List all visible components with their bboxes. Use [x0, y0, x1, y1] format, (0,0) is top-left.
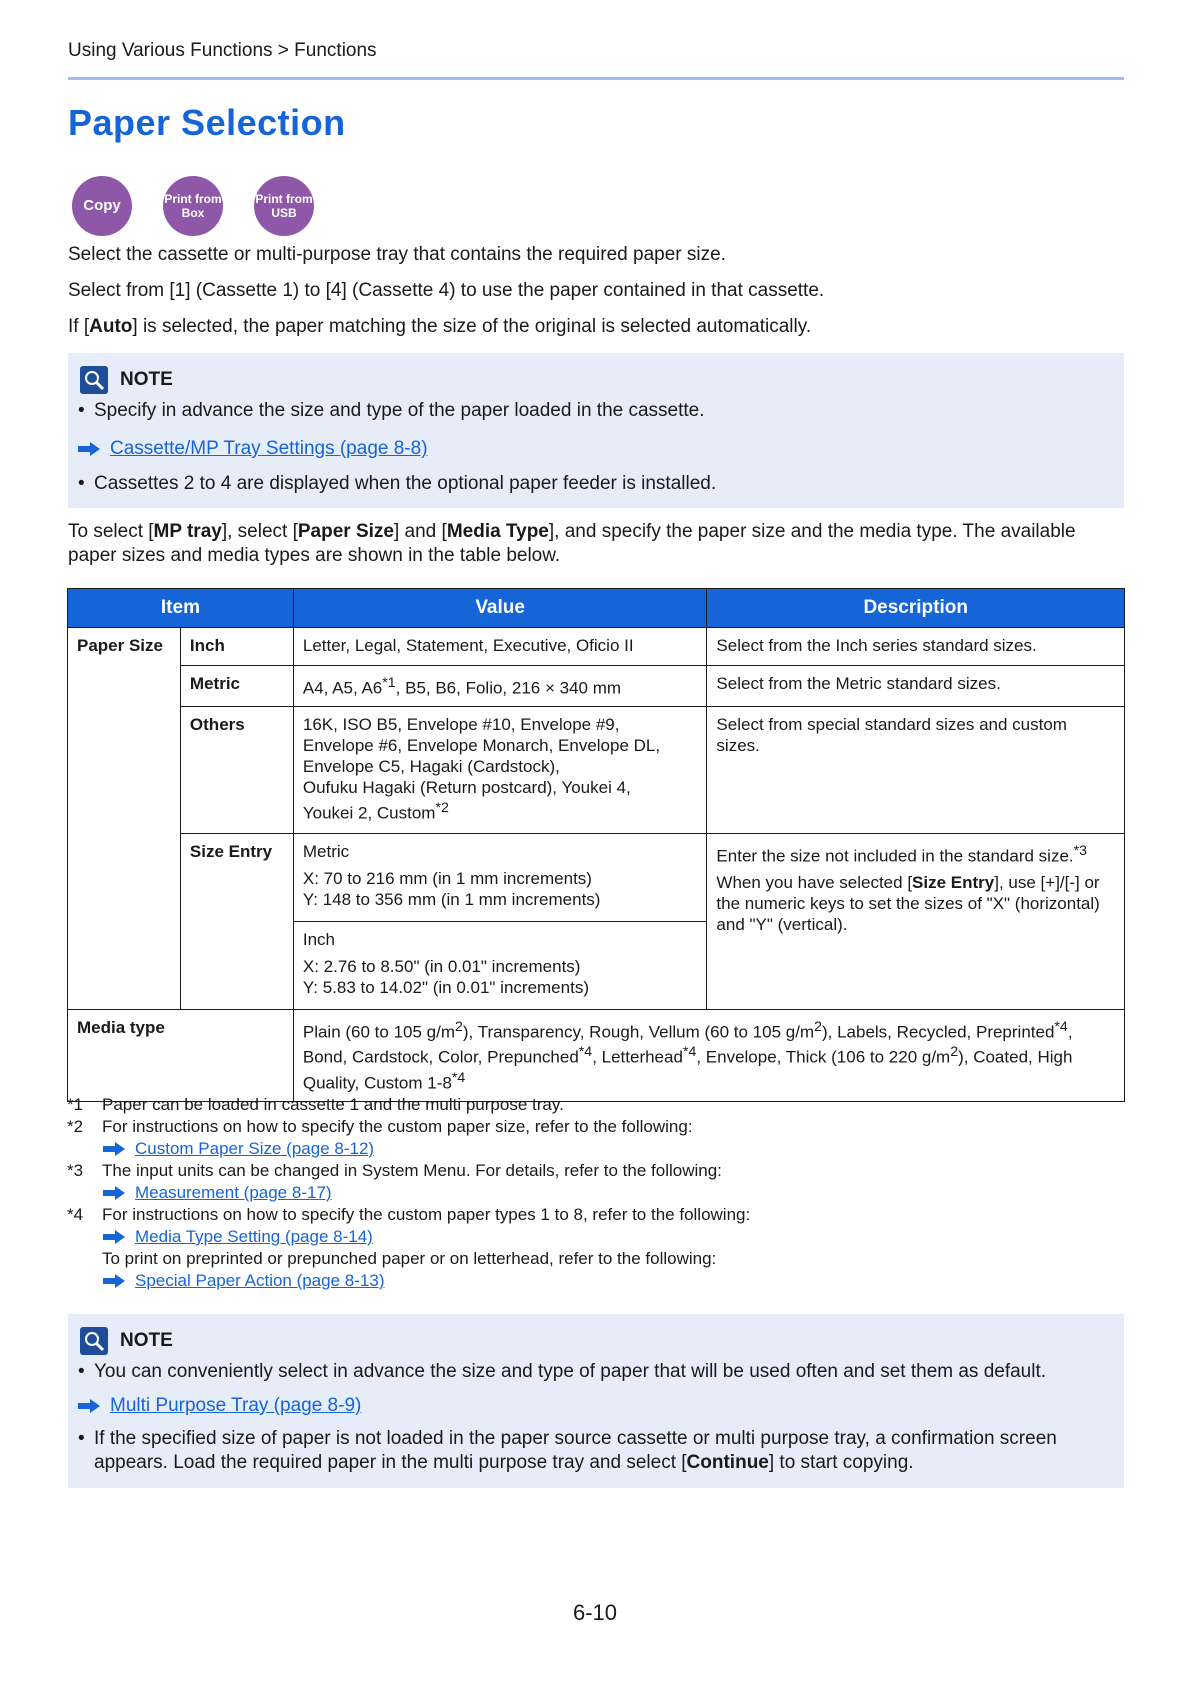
media-type-value: Plain (60 to 105 $g/m^2$), Transparency, Rough, Vellum (60 to 105 $g/m^2$), Labels, Recycled, Preprinted$^{*4}$, Bond, Cardstock, Color, Prepunched$^{*4}$, Letterhead$^{*4}$, Envelope, Thick (106 to 220 $g/m^2$), Coated, High Quality, Custom 1-8$^{*4}$ — [293, 1009, 1124, 1101]
arrow-right-icon — [78, 1399, 100, 1413]
measurement-link[interactable]: Measurement (page 8-17) — [135, 1183, 332, 1202]
metric-label: Metric — [180, 666, 293, 707]
footnote-2: *2 For instructions on how to specify the custom paper size, refer to the following: — [67, 1117, 693, 1136]
arrow-right-icon — [103, 1230, 125, 1244]
table-row — [68, 666, 1125, 707]
print-from-box-badge: Print from Box — [163, 176, 223, 236]
size-entry-label: Size Entry — [180, 833, 293, 1009]
note-title: NOTE — [120, 1330, 173, 1351]
cassette-mp-tray-settings-link[interactable]: Cassette/MP Tray Settings (page 8-8) — [110, 438, 428, 459]
note-icon — [80, 1327, 108, 1355]
note-header — [80, 366, 173, 394]
page-number: 6-10 — [572, 1600, 618, 1625]
footnote-3: *3 The input units can be changed in System Menu. For details, refer to the following: — [67, 1161, 722, 1180]
media-type-setting-link[interactable]: Media Type Setting (page 8-14) — [135, 1227, 373, 1246]
note-bullet: • If the specified size of paper is not loaded in the paper source cassette or multi purpose tray, a confirmation screen appears. Load the required paper in the multi purpose tray and select [Continue] to start copying. — [78, 1428, 1057, 1473]
footnotes — [67, 1094, 750, 1292]
select-paragraph: To select [MP tray], select [Paper Size] and [Media Type], and specify the paper size and the media type. The available paper sizes and media types are shown in the table below. — [68, 521, 1076, 566]
function-badges — [72, 176, 314, 236]
footnote-1: *1 Paper can be loaded in cassette 1 and the multi purpose tray. — [67, 1095, 564, 1114]
size-entry-metric: Metric X: 70 to 216 mm (in 1 mm increments) Y: 148 to 356 mm (in 1 mm increments) — [293, 833, 707, 921]
table-row — [68, 833, 1125, 921]
arrow-right-icon — [103, 1274, 125, 1288]
header-value: Value — [293, 589, 707, 628]
others-value: 16K, ISO B5, Envelope #10, Envelope #9, Envelope #6, Envelope Monarch, Envelope DL, Envelope C5, Hagaki (Cardstock), Oufuku Hagaki (Return postcard), Youkei 4, Youkei 2, Custom$^{*2}$ — [293, 706, 707, 833]
intro-line-2: Select from [1] (Cassette 1) to [4] (Cassette 4) to use the paper contained in that cassette. — [68, 280, 825, 301]
custom-paper-size-link[interactable]: Custom Paper Size (page 8-12) — [135, 1139, 375, 1158]
intro-line-1: Select the cassette or multi-purpose tray that contains the required paper size. — [68, 244, 726, 265]
footnote-2-link-line — [67, 1138, 750, 1160]
print-from-usb-badge: Print from USB — [254, 176, 314, 236]
footnote-3-link-line — [67, 1182, 750, 1204]
page-title: Paper Selection — [68, 102, 346, 143]
footnote-4b-link-line — [67, 1270, 750, 1292]
arrow-right-icon — [78, 442, 100, 456]
note-header — [80, 1327, 173, 1355]
others-desc: Select from special standard sizes and custom sizes. — [707, 706, 1125, 833]
footnote-4-link-line — [67, 1226, 750, 1248]
table-row — [68, 1009, 1125, 1101]
table-row — [68, 706, 1125, 833]
header-item: Item — [68, 589, 294, 628]
paper-size-cell: Paper Size — [68, 628, 181, 1010]
note-bullet: • Cassettes 2 to 4 are displayed when the optional paper feeder is installed. — [78, 473, 717, 494]
metric-desc: Select from the Metric standard sizes. — [707, 666, 1125, 707]
intro-line-3: If [Auto] is selected, the paper matching the size of the original is selected automatically. — [68, 316, 812, 337]
note-icon — [80, 366, 108, 394]
arrow-right-icon — [103, 1142, 125, 1156]
note-link-line — [78, 1395, 361, 1417]
note-box-1 — [68, 353, 1124, 508]
copy-badge: Copy — [72, 176, 132, 236]
metric-value: A4, A5, A6$^{*1}$, B5, B6, Folio, 216 × 340 mm — [293, 666, 707, 707]
special-paper-action-link[interactable]: Special Paper Action (page 8-13) — [135, 1271, 385, 1290]
footnote-4: *4 For instructions on how to specify the custom paper types 1 to 8, refer to the following: — [67, 1205, 751, 1224]
inch-value: Letter, Legal, Statement, Executive, Oficio II — [293, 628, 707, 666]
note-title: NOTE — [120, 369, 173, 390]
others-label: Others — [180, 706, 293, 833]
multi-purpose-tray-link[interactable]: Multi Purpose Tray (page 8-9) — [110, 1395, 362, 1416]
note-bullet: • You can conveniently select in advance the size and type of paper that will be used often and set them as default. — [78, 1361, 1047, 1382]
footnote-4b: To print on preprinted or prepunched paper or on letterhead, refer to the following: — [102, 1249, 717, 1268]
table-row — [68, 628, 1125, 666]
note-box-2 — [68, 1314, 1124, 1488]
header-rule — [68, 77, 1124, 80]
arrow-right-icon — [103, 1186, 125, 1200]
breadcrumb: Using Various Functions > Functions — [68, 40, 377, 61]
inch-desc: Select from the Inch series standard sizes. — [707, 628, 1125, 666]
media-type-label: Media type — [68, 1009, 294, 1101]
size-entry-inch: Inch X: 2.76 to 8.50" (in 0.01" increments) Y: 5.83 to 14.02" (in 0.01" increments) — [293, 921, 707, 1009]
inch-label: Inch — [180, 628, 293, 666]
paper-spec-table — [67, 588, 1125, 1102]
note-link-line — [78, 438, 428, 460]
note-bullet: • Specify in advance the size and type of the paper loaded in the cassette. — [78, 400, 705, 421]
table-header-row — [68, 589, 1125, 628]
size-entry-desc: Enter the size not included in the standard size.$^{*3}$ When you have selected [Size Entry], use [+]/[-] or the numeric keys to set the sizes of "X" (horizontal) and "Y" (vertical). — [707, 833, 1125, 1009]
header-description: Description — [707, 589, 1125, 628]
